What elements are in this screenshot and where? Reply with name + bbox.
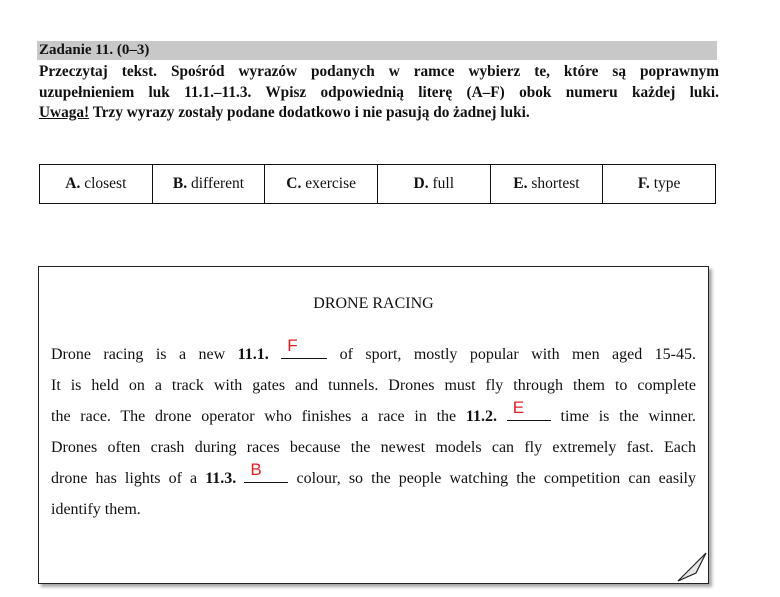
passage-line: Drones often crash during races because the newest models can fly extremely fast. Each <box>51 439 696 456</box>
gap-label: 11.2. <box>465 408 498 425</box>
option-a: A. closest <box>40 165 153 204</box>
task-instructions <box>39 62 719 124</box>
answer-11-2: E <box>512 398 525 417</box>
answer-11-1: F <box>287 336 298 355</box>
instruction-line: Przeczytaj tekst. Spośród wyrazów podanych w ramce wybierz te, które są poprawnym <box>39 63 719 80</box>
option-e: E. shortest <box>490 165 603 204</box>
option-f: F. type <box>603 165 716 204</box>
option-c: C. exercise <box>265 165 378 204</box>
passage-card <box>38 266 709 584</box>
answer-11-3: B <box>250 460 262 479</box>
passage-line: drone has lights of a 11.3. B colour, so the people watching the competition can easily <box>51 463 696 494</box>
gap-11-2[interactable] <box>507 398 551 421</box>
option-b: B. different <box>152 165 265 204</box>
gap-label: 11.3. <box>205 470 237 487</box>
passage-line: Drone racing is a new 11.1. F of sport, mostly popular with men aged 15-45. <box>51 339 696 370</box>
passage-line: identify them. <box>51 501 141 518</box>
gap-11-1[interactable] <box>281 336 327 359</box>
instruction-note <box>39 103 719 124</box>
instruction-line: uzupełnieniem luk 11.1.–11.3. Wpisz odpowiednią literę (A–F) obok numeru każdej luki. <box>39 83 719 101</box>
page-curl-icon <box>676 551 708 583</box>
passage-line: the race. The drone operator who finishes a race in the 11.2. E time is the winner. <box>51 401 696 432</box>
option-d: D. full <box>377 165 490 204</box>
passage-line: It is held on a track with gates and tunnels. Drones must fly through them to complete <box>51 377 696 394</box>
passage-text <box>51 336 697 525</box>
task-title: Zadanie 11. (0–3) <box>37 41 717 60</box>
note-label: Uwaga! <box>39 104 90 121</box>
note-text: Trzy wyrazy zostały podane dodatkowo i nie pasują do żadnej luki. <box>89 104 530 121</box>
word-options-box <box>39 164 716 204</box>
gap-11-3[interactable] <box>244 460 288 483</box>
passage-title: DRONE RACING <box>313 295 434 312</box>
gap-label: 11.1. <box>237 346 269 363</box>
